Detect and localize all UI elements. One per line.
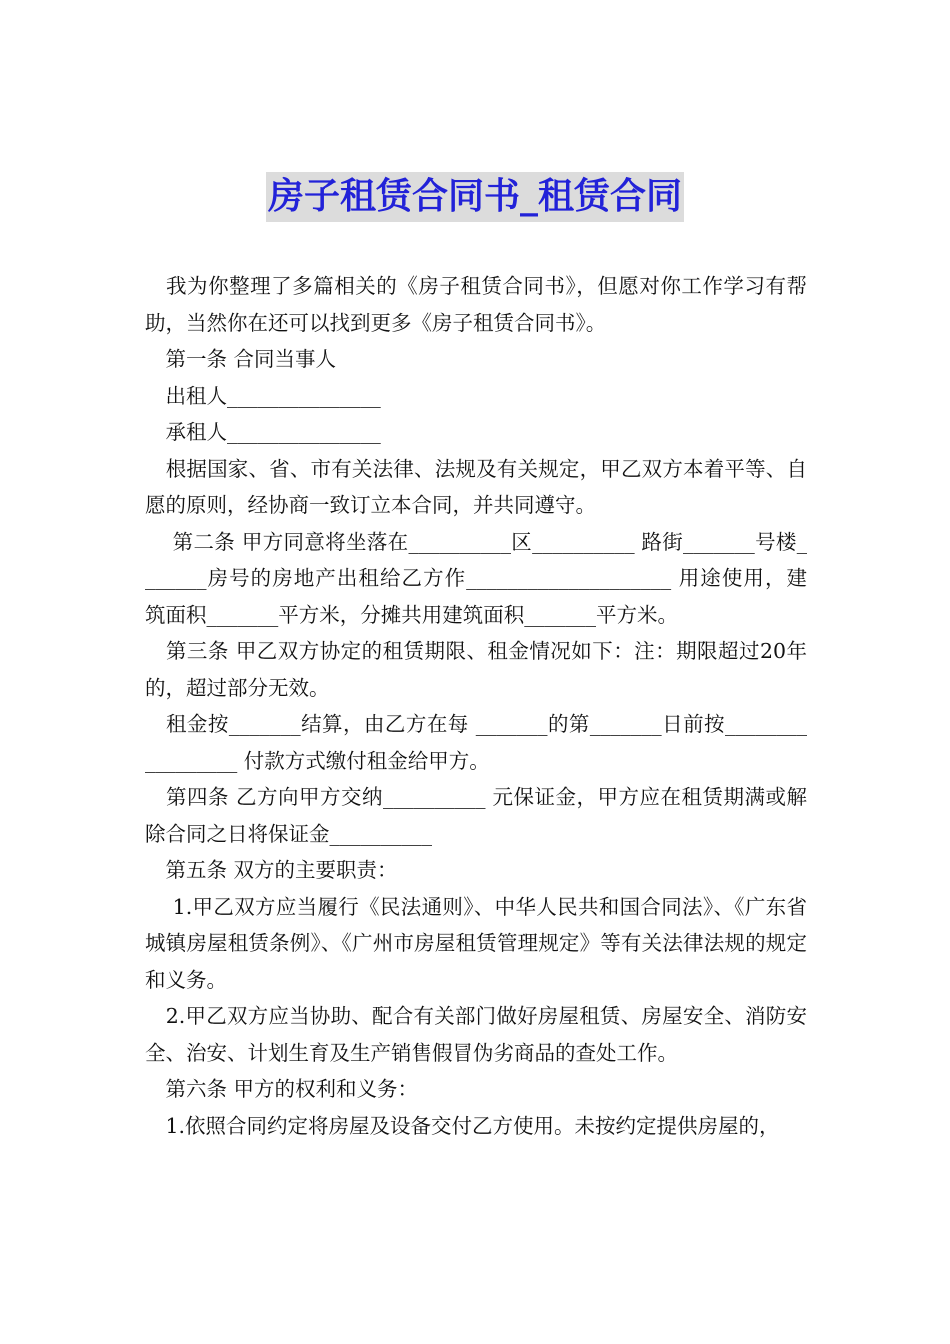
rent-paragraph: 租金按_______结算，由乙方在每 _______的第_______日前按_________________ 付款方式缴付租金给甲方。 (145, 712, 807, 773)
article-4-paragraph: 第四条 乙方向甲方交纳__________ 元保证金，甲方应在租赁期满或解除合同之日将保证金__________ (145, 785, 807, 846)
article-5-item-2: 2.甲乙双方应当协助、配合有关部门做好房屋租赁、房屋安全、消防安全、治安、计划生育及生产销售假冒伪劣商品的查处工作。 (145, 1004, 807, 1065)
lessor-line: 出租人_______________ (145, 383, 381, 408)
article-2-paragraph: 第二条 甲方同意将坐落在__________区__________ 路街_______号楼_______房号的房地产出租给乙方作____________________ 用途使用，建筑面积_______平方米，分摊共用建筑面积_______平方米。 (145, 529, 807, 627)
article-1-heading: 第一条 合同当事人 (145, 347, 337, 371)
lessee-line: 承租人_______________ (145, 420, 381, 444)
article-6-item-1: 1.依照合同约定将房屋及设备交付乙方使用。未按约定提供房屋的， (145, 1113, 780, 1138)
document-title: 房子租赁合同书_租赁合同 (266, 172, 684, 222)
intro-paragraph: 我为你整理了多篇相关的《房子租赁合同书》，但愿对你工作学习有帮助，当然你在还可以找到更多《房子租赁合同书》。 (145, 274, 807, 335)
article-6-heading: 第六条 甲方的权利和义务： (145, 1077, 419, 1101)
document-body (145, 268, 807, 1144)
article-3-paragraph: 第三条 甲乙双方协定的租赁期限、租金情况如下：注：期限超过20年的，超过部分无效。 (145, 639, 807, 700)
article-5-item-1: 1.甲乙双方应当履行《民法通则》、中华人民共和国合同法》、《广东省城镇房屋租赁条例》、《广州市房屋租赁管理规定》等有关法律法规的规定和义务。 (145, 894, 807, 992)
basis-paragraph: 根据国家、省、市有关法律、法规及有关规定，甲乙双方本着平等、自愿的原则，经协商一致订立本合同，并共同遵守。 (145, 456, 807, 517)
article-5-heading: 第五条 双方的主要职责： (145, 858, 398, 882)
document-title-wrap (0, 172, 950, 222)
